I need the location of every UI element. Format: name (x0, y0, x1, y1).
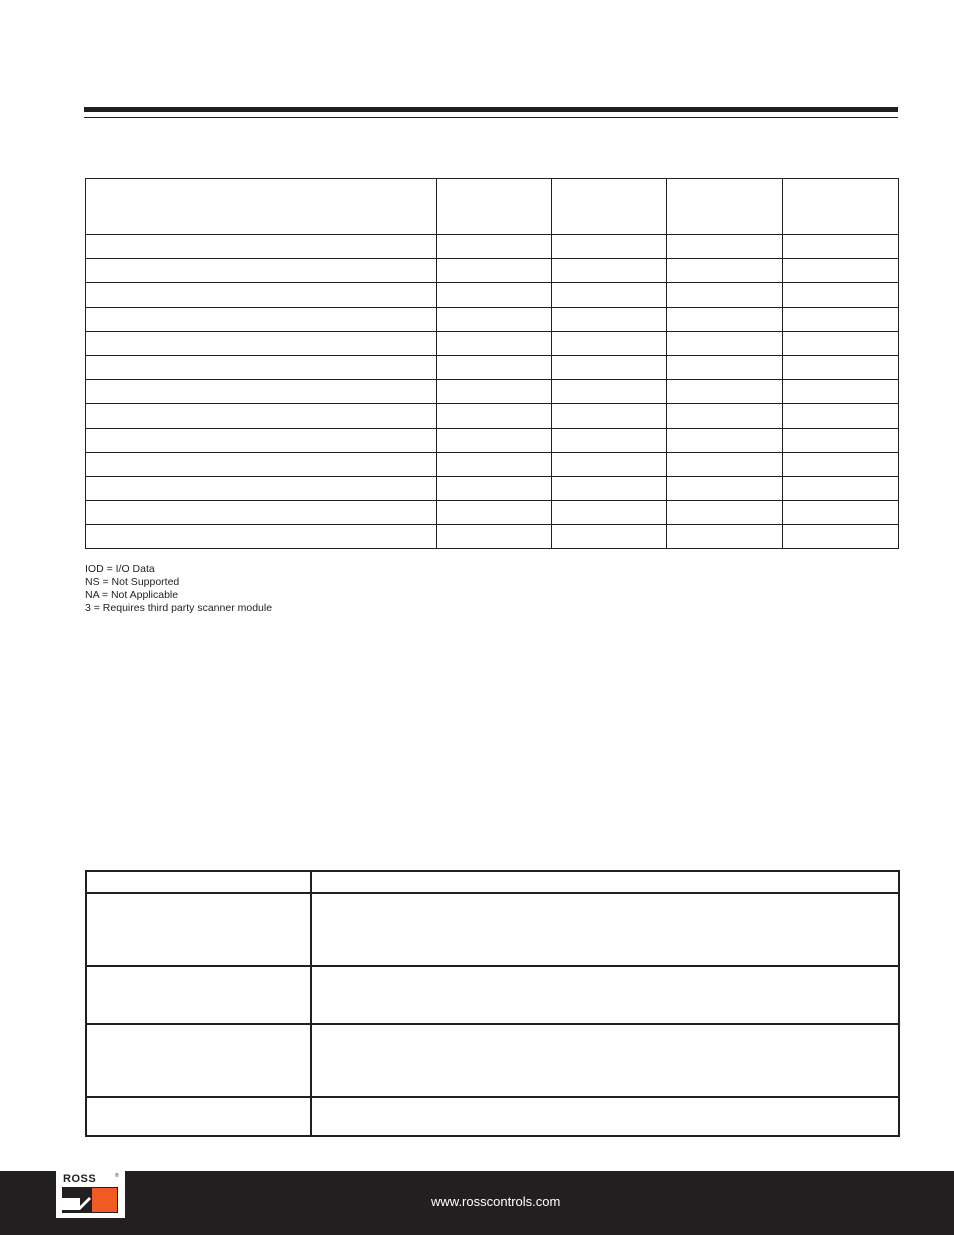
table-cell (86, 525, 437, 549)
table-cell (437, 380, 552, 404)
legend-item: NA = Not Applicable (85, 589, 179, 601)
table-cell (437, 476, 552, 500)
table-cell (86, 476, 437, 500)
table-cell (86, 893, 311, 966)
table-cell (86, 1097, 311, 1136)
table-cell (783, 380, 899, 404)
table-header-row (86, 871, 899, 893)
table-cell (667, 380, 783, 404)
ross-logo-icon (62, 1187, 118, 1213)
table-cell (552, 235, 667, 259)
table-cell (667, 235, 783, 259)
table-cell (552, 259, 667, 283)
table-cell (86, 501, 437, 525)
table-cell (667, 307, 783, 331)
table-cell (552, 283, 667, 307)
table-cell (667, 476, 783, 500)
header-cell (783, 179, 899, 235)
table-cell (86, 355, 437, 379)
table-cell (667, 428, 783, 452)
table-cell (783, 452, 899, 476)
table-cell (86, 307, 437, 331)
table-cell (86, 452, 437, 476)
table-row (86, 307, 899, 331)
table-row (86, 1097, 899, 1136)
legend-item: 3 = Requires third party scanner module (85, 602, 273, 614)
table-cell (783, 259, 899, 283)
table-cell (667, 501, 783, 525)
table-cell (437, 259, 552, 283)
header-rule-thin (84, 117, 898, 118)
table-row (86, 331, 899, 355)
table-cell (552, 428, 667, 452)
table-row (86, 1024, 899, 1097)
header-rule-thick (84, 107, 898, 112)
table-cell (783, 307, 899, 331)
table-row (86, 476, 899, 500)
table-cell (783, 428, 899, 452)
table-cell (311, 1024, 899, 1097)
table-row (86, 404, 899, 428)
table-cell (667, 331, 783, 355)
table-cell (783, 355, 899, 379)
header-cell (667, 179, 783, 235)
description-table (85, 870, 900, 1137)
header-cell (86, 871, 311, 893)
table-row (86, 452, 899, 476)
header-cell (437, 179, 552, 235)
table-cell (437, 235, 552, 259)
table-cell (552, 355, 667, 379)
table-cell (783, 501, 899, 525)
table-cell (437, 404, 552, 428)
table-cell (86, 283, 437, 307)
header-cell (311, 871, 899, 893)
table-cell (667, 283, 783, 307)
table-row (86, 525, 899, 549)
table-row (86, 355, 899, 379)
table-cell (86, 235, 437, 259)
table-cell (552, 452, 667, 476)
table-cell (552, 476, 667, 500)
table-cell (667, 259, 783, 283)
legend-item: NS = Not Supported (85, 576, 180, 588)
table-row (86, 501, 899, 525)
table-cell (552, 331, 667, 355)
table-cell (86, 380, 437, 404)
table-cell (86, 966, 311, 1024)
legend-item: IOD = I/O Data (85, 563, 155, 575)
table-cell (783, 476, 899, 500)
logo-wordmark: ROSS (63, 1173, 97, 1185)
table-cell (311, 1097, 899, 1136)
table-cell (783, 283, 899, 307)
table-cell (667, 452, 783, 476)
table-cell (783, 525, 899, 549)
table-cell (667, 525, 783, 549)
table-cell (783, 235, 899, 259)
table-row (86, 893, 899, 966)
table-cell (86, 404, 437, 428)
table-cell (86, 331, 437, 355)
table-cell (86, 428, 437, 452)
table-row (86, 283, 899, 307)
table-cell (311, 966, 899, 1024)
table-header-row (86, 179, 899, 235)
table-row (86, 966, 899, 1024)
registered-mark: ® (115, 1173, 119, 1179)
header-cell (86, 179, 437, 235)
table-cell (667, 404, 783, 428)
table-cell (783, 331, 899, 355)
table-cell (783, 404, 899, 428)
table-row (86, 428, 899, 452)
table-cell (86, 259, 437, 283)
table-cell (437, 283, 552, 307)
table-cell (437, 307, 552, 331)
table-cell (437, 501, 552, 525)
table-cell (667, 355, 783, 379)
table-cell (552, 525, 667, 549)
footer-website-link[interactable]: www.rosscontrols.com (431, 1194, 561, 1209)
table-cell (311, 893, 899, 966)
table-cell (552, 307, 667, 331)
table-cell (552, 404, 667, 428)
table-cell (552, 501, 667, 525)
table-cell (437, 331, 552, 355)
table-row (86, 235, 899, 259)
table-cell (437, 452, 552, 476)
table-cell (437, 525, 552, 549)
protocol-support-table (85, 178, 899, 549)
ross-logo (56, 1171, 125, 1218)
table-cell (552, 380, 667, 404)
table-legend (85, 563, 272, 615)
table-row (86, 259, 899, 283)
table-cell (437, 355, 552, 379)
table-row (86, 380, 899, 404)
table-cell (437, 428, 552, 452)
header-cell (552, 179, 667, 235)
table-cell (86, 1024, 311, 1097)
